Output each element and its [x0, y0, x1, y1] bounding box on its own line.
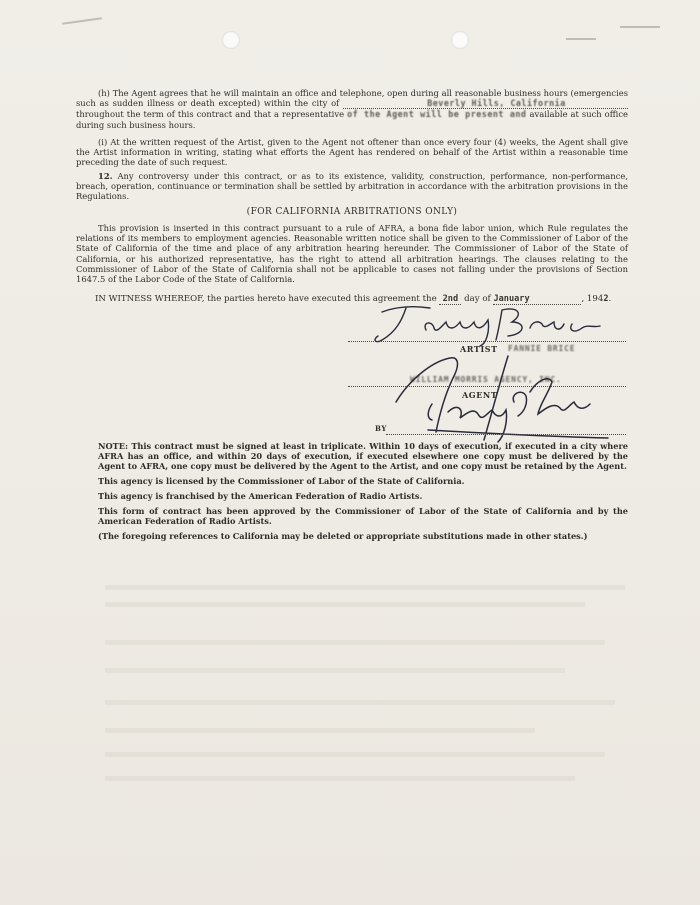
- artist-label: ARTIST: [460, 344, 498, 354]
- notes-section: [76, 441, 628, 546]
- show-through-text: [105, 752, 605, 757]
- franchised-note: This agency is franchised by the American Federation of Radio Artists.: [98, 491, 423, 501]
- agent-label: AGENT: [462, 390, 498, 400]
- show-through-text: [105, 776, 575, 781]
- city-value: Beverly Hills, California: [427, 98, 566, 109]
- clause-h: [76, 88, 628, 130]
- punch-hole-left: [222, 31, 240, 49]
- witness-lead: IN WITNESS WHEREOF, the parties hereto have executed this agreement the: [95, 294, 437, 304]
- witness-period: .: [608, 294, 612, 304]
- punch-hole-right: [451, 31, 469, 49]
- year-digit: 2: [603, 294, 609, 304]
- day-value: 2nd: [442, 294, 459, 304]
- show-through-text: [105, 585, 625, 590]
- month-value: January: [493, 294, 530, 304]
- clause-12: [76, 171, 628, 202]
- clause-h-tail: available at such office during such business hours.: [76, 109, 629, 130]
- city-field: [343, 98, 628, 109]
- smudge-mark: [620, 26, 660, 28]
- witness-year-prefix: , 194: [581, 294, 604, 304]
- clause-h-obscured: of the Agent will be present and: [347, 109, 527, 120]
- clause-h-lead: (h) The Agent agrees that he will maintain an office and telephone, open during all reasonable business hours (emergencies such as sudden illness or death excepted) within the city of: [76, 88, 628, 109]
- licensed-note: This agency is licensed by the Commissioner of Labor of the State of California.: [98, 476, 465, 486]
- smudge-mark: [62, 17, 102, 25]
- approved-note: This form of contract has been approved by the Commissioner of Labor of the State of California and by the American Federation of Radio Artists.: [98, 506, 628, 526]
- note-text: This contract must be signed at least in triplicate. Within 10 days of execution, if executed in a city where AFRA has an office, and within 20 days of execution, if executed elsewhere one copy must be delivered by the Agent to AFRA, one copy must be delivered by the Agent to the Artist, and one copy must be retained by the Agent.: [98, 441, 628, 471]
- california-provision-text: This provision is inserted in this contract pursuant to a rule of AFRA, a bona fide labor union, which Rule regulates the relations of its members to employment agencies. Reasonable written notice shall be given to the Commissioner of Labor of the State of California of the time and place of any arbitration hearing hereunder. The Commissioner of Labor of the State of California, or his authorized representative, has the right to attend all arbitration hearings. The clauses relating to the Commissioner of Labor of the State of California shall not be applicable to cases not falling under the provisions of Section 1647.5 of the Labor Code of the State of California.: [76, 223, 628, 285]
- california-heading: (FOR CALIFORNIA ARBITRATIONS ONLY): [246, 207, 458, 217]
- show-through-text: [105, 668, 565, 673]
- agency-name-stamp: WILLIAM MORRIS AGENCY, INC.: [410, 375, 562, 384]
- clause-h-mid: throughout the term of this contract and that a representative: [76, 109, 345, 120]
- clause-12-text: Any controversy under this contract, or as to its existence, validity, construction, performance, non-performance, breach, operation, continuance or termination shall be settled by arbitration in accordance with the arbitration provisions in the Regulations.: [76, 171, 628, 202]
- artist-name-stamp: FANNIE BRICE: [508, 344, 576, 353]
- show-through-text: [105, 728, 535, 733]
- by-signature-line: [386, 434, 626, 435]
- by-label: BY: [375, 424, 387, 433]
- clause-12-number: 12.: [98, 171, 113, 181]
- witness-day-of: day of: [464, 294, 491, 304]
- show-through-text: [105, 640, 605, 645]
- references-note: (The foregoing references to California may be deleted or appropriate substitutions made in other states.): [98, 531, 588, 541]
- clause-i: [76, 137, 628, 168]
- artist-signature-line: [348, 341, 626, 342]
- clause-i-text: (i) At the written request of the Artist, given to the Agent not oftener than once every four (4) weeks, the Agent shall give the Artist information in writing, stating what efforts the Agent has rendered on behalf of the Artist within a reasonable time preceding the date of such request.: [76, 137, 628, 168]
- show-through-text: [105, 602, 585, 607]
- california-provision: [76, 223, 628, 284]
- note-label: NOTE:: [98, 441, 128, 451]
- show-through-text: [105, 700, 615, 705]
- smudge-mark: [566, 38, 596, 40]
